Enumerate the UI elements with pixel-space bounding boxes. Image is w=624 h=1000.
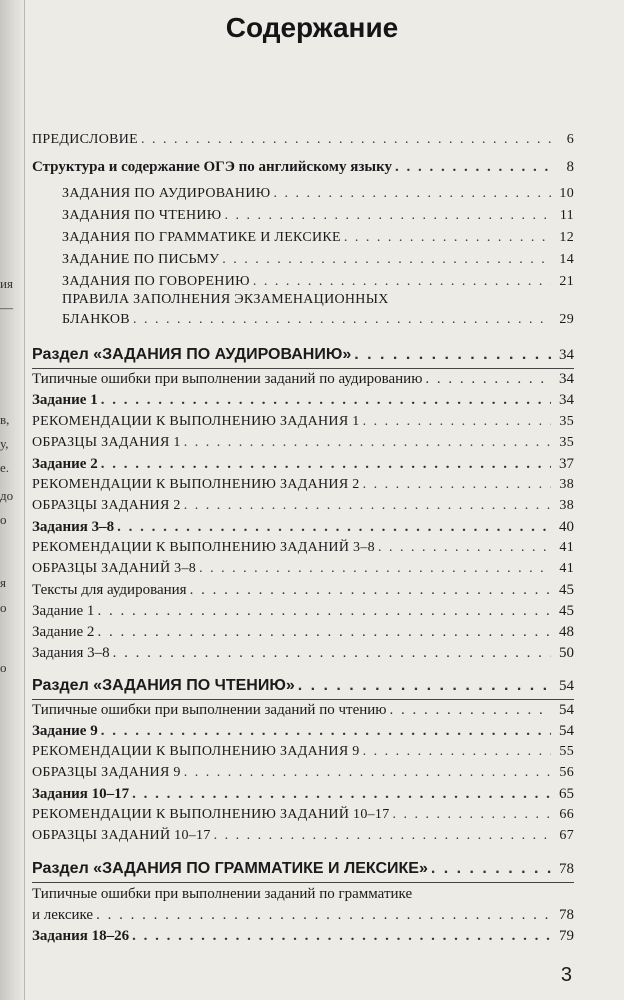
- toc-entry-page: 78: [559, 861, 574, 877]
- toc-entry-page: 67: [559, 828, 574, 843]
- toc-entry-label: Задание 2: [32, 456, 98, 472]
- toc-entry-page: 6: [566, 132, 574, 147]
- toc-entry-label: РЕКОМЕНДАЦИИ К ВЫПОЛНЕНИЮ ЗАДАНИЙ 3–8: [32, 540, 375, 555]
- toc-section-heading[interactable]: [32, 346, 574, 364]
- toc-entry[interactable]: [32, 414, 574, 430]
- dot-leader: [354, 346, 551, 364]
- toc-entry[interactable]: [62, 208, 574, 224]
- toc-entry-label: ЗАДАНИЯ ПО ГРАММАТИКЕ И ЛЕКСИКЕ: [62, 230, 341, 245]
- toc-entry-page: 29: [559, 312, 574, 327]
- toc-entry-page: 14: [559, 252, 574, 267]
- toc-entry-label: Задание 9: [32, 723, 98, 739]
- toc-entry-label-line1: Типичные ошибки при выполнении заданий по грамматике: [32, 886, 413, 902]
- toc-entry-page: 41: [559, 540, 574, 555]
- toc-entry-label: Задания 18–26: [32, 928, 130, 944]
- toc-entry-page: 50: [559, 645, 574, 661]
- toc-entry-page: 78: [559, 907, 574, 923]
- toc-entry[interactable]: [32, 561, 574, 577]
- toc-entry-page: 54: [559, 723, 574, 739]
- toc-entry[interactable]: [32, 456, 574, 473]
- toc-entry[interactable]: [32, 744, 574, 760]
- toc-entry-page: 34: [559, 392, 574, 408]
- toc-entry[interactable]: [32, 159, 574, 176]
- toc-entry-page: 48: [559, 624, 574, 640]
- toc-entry-page: 41: [559, 561, 574, 576]
- toc-entry-label: РЕКОМЕНДАЦИИ К ВЫПОЛНЕНИЮ ЗАДАНИЯ 1: [32, 414, 360, 429]
- dot-leader: [141, 132, 551, 148]
- section-divider: [32, 882, 574, 883]
- dot-leader: [395, 159, 551, 176]
- toc-entry[interactable]: [32, 498, 574, 514]
- toc-entry[interactable]: [32, 907, 574, 924]
- edge-fragment: о: [0, 660, 7, 675]
- toc-entry-label: ЗАДАНИЯ ПО ЧТЕНИЮ: [62, 208, 222, 223]
- dot-leader: [117, 519, 551, 536]
- dot-leader: [133, 312, 551, 328]
- dot-leader: [431, 860, 551, 878]
- toc-entry-page: 66: [559, 807, 574, 822]
- toc-entry-page: 34: [559, 371, 574, 387]
- edge-fragment: е.: [0, 460, 10, 475]
- toc-entry-page: 35: [559, 414, 574, 429]
- toc-entry-label: Типичные ошибки при выполнении заданий по чтению: [32, 702, 387, 718]
- toc-entry-page: 40: [559, 519, 574, 535]
- toc-entry-page: 38: [559, 498, 574, 513]
- toc-section-heading[interactable]: [32, 860, 574, 878]
- toc-entry[interactable]: [32, 624, 574, 641]
- toc-entry-label: ЗАДАНИЯ ПО АУДИРОВАНИЮ: [62, 186, 271, 201]
- toc-entry-page: 38: [559, 477, 574, 492]
- edge-fragment: у,: [0, 436, 9, 451]
- toc-entry[interactable]: [62, 252, 574, 268]
- dot-leader: [184, 498, 551, 514]
- edge-fragment: —: [0, 300, 13, 315]
- dot-leader: [132, 928, 551, 945]
- toc-entry-label: и лексике: [32, 907, 94, 923]
- toc-entry[interactable]: [32, 807, 574, 823]
- section-divider: [32, 699, 574, 700]
- dot-leader: [101, 723, 551, 740]
- page-title: Содержание: [225, 12, 399, 43]
- edge-fragment: я: [0, 575, 6, 590]
- toc-entry-page: 21: [559, 274, 574, 289]
- toc-entry-label: Раздел «ЗАДАНИЯ ПО АУДИРОВАНИЮ»: [32, 346, 352, 363]
- toc-entry-page: 54: [559, 702, 574, 718]
- toc-entry-page: 55: [559, 744, 574, 759]
- dot-leader: [273, 186, 551, 202]
- toc-entry[interactable]: [32, 435, 574, 451]
- dot-leader: [344, 230, 551, 246]
- toc-entry-label: ОБРАЗЦЫ ЗАДАНИЙ 3–8: [32, 561, 197, 576]
- dot-leader: [184, 765, 551, 781]
- dot-leader: [378, 540, 551, 556]
- toc-entry-page: 10: [559, 186, 574, 201]
- dot-leader: [97, 603, 551, 620]
- toc-entry[interactable]: [62, 274, 574, 290]
- toc-entry-page: 34: [559, 347, 574, 363]
- dot-leader: [184, 435, 551, 451]
- dot-leader: [101, 456, 551, 473]
- toc-entry-label: Типичные ошибки при выполнении заданий по аудированию: [32, 371, 423, 387]
- toc-entry-page: 45: [559, 603, 574, 619]
- toc-entry-label-line1: ПРАВИЛА ЗАПОЛНЕНИЯ ЭКЗАМЕНАЦИОННЫХ: [62, 292, 389, 307]
- toc-entry-page: 45: [559, 582, 574, 598]
- dot-leader: [96, 907, 551, 924]
- dot-leader: [224, 208, 551, 224]
- dot-leader: [222, 252, 551, 268]
- toc-entry-label: Раздел «ЗАДАНИЯ ПО ЧТЕНИЮ»: [32, 677, 295, 694]
- edge-fragment: в,: [0, 412, 10, 427]
- toc-entry-label: ЗАДАНИЯ ПО ГОВОРЕНИЮ: [62, 274, 250, 289]
- toc-entry[interactable]: [32, 519, 574, 536]
- toc-entry-page: 65: [559, 786, 574, 802]
- toc-entry-label: БЛАНКОВ: [62, 312, 130, 327]
- edge-fragment: ия: [0, 276, 13, 291]
- toc-entry[interactable]: [32, 765, 574, 781]
- edge-fragment: о: [0, 600, 7, 615]
- toc-section-heading[interactable]: [32, 677, 574, 695]
- toc-entry-label: ОБРАЗЦЫ ЗАДАНИЯ 2: [32, 498, 181, 513]
- dot-leader: [425, 371, 551, 388]
- toc-entry-page: 79: [559, 928, 574, 944]
- toc-entry-label: РЕКОМЕНДАЦИИ К ВЫПОЛНЕНИЮ ЗАДАНИЯ 9: [32, 744, 360, 759]
- toc-entry[interactable]: [32, 645, 574, 662]
- toc-entry[interactable]: [62, 186, 574, 202]
- dot-leader: [393, 807, 551, 823]
- toc-entry-label: Тексты для аудирования: [32, 582, 187, 598]
- toc-entry[interactable]: [32, 132, 574, 148]
- toc-entry-label: Задание 1: [32, 603, 95, 619]
- toc-entry[interactable]: [32, 540, 574, 556]
- edge-fragment: о: [0, 512, 7, 527]
- toc-entry-label: ОБРАЗЦЫ ЗАДАНИЯ 9: [32, 765, 181, 780]
- dot-leader: [190, 582, 551, 599]
- toc-entry-label: Задание 2: [32, 624, 95, 640]
- toc-entry-page: 8: [566, 159, 574, 175]
- toc-entry[interactable]: [32, 828, 574, 844]
- toc-entry-page: 37: [559, 456, 574, 472]
- dot-leader: [363, 414, 551, 430]
- toc-entry[interactable]: [32, 723, 574, 740]
- dot-leader: [298, 677, 551, 695]
- toc-entry[interactable]: [32, 477, 574, 493]
- dot-leader: [199, 561, 551, 577]
- toc-entry-label: Структура и содержание ОГЭ по английскому языку: [32, 159, 392, 175]
- toc-entry[interactable]: [62, 230, 574, 246]
- toc-entry[interactable]: [32, 786, 574, 803]
- toc-entry-page: 11: [559, 208, 574, 223]
- toc-entry[interactable]: [32, 603, 574, 620]
- toc-entry[interactable]: [32, 928, 574, 945]
- dot-leader: [214, 828, 551, 844]
- dot-leader: [363, 744, 551, 760]
- toc-entry-label: ЗАДАНИЕ ПО ПИСЬМУ: [62, 252, 220, 267]
- toc-entry-label: Задания 3–8: [32, 519, 115, 535]
- dot-leader: [363, 477, 551, 493]
- dot-leader: [132, 786, 551, 803]
- toc-entry-label: Задания 10–17: [32, 786, 130, 802]
- dot-leader: [97, 624, 551, 641]
- toc-entry-page: 54: [559, 678, 574, 694]
- toc-entry-label: ПРЕДИСЛОВИЕ: [32, 132, 139, 147]
- toc-entry-label: Раздел «ЗАДАНИЯ ПО ГРАММАТИКЕ И ЛЕКСИКЕ»: [32, 860, 428, 877]
- toc-entry-label: Задания 3–8: [32, 645, 110, 661]
- toc-entry-label: РЕКОМЕНДАЦИИ К ВЫПОЛНЕНИЮ ЗАДАНИЯ 2: [32, 477, 360, 492]
- toc-entry-label: РЕКОМЕНДАЦИИ К ВЫПОЛНЕНИЮ ЗАДАНИЙ 10–17: [32, 807, 390, 822]
- edge-fragment: до: [0, 488, 14, 503]
- toc-entry[interactable]: [32, 582, 574, 599]
- toc-entry-page: 12: [559, 230, 574, 245]
- dot-leader: [390, 702, 552, 719]
- toc-entry[interactable]: [32, 392, 574, 409]
- toc-entry[interactable]: [62, 312, 574, 328]
- toc-entry-label: Задание 1: [32, 392, 98, 408]
- dot-leader: [101, 392, 551, 409]
- dot-leader: [253, 274, 551, 290]
- page-number: 3: [560, 964, 572, 986]
- toc-entry[interactable]: [32, 702, 574, 719]
- toc-entry-label: ОБРАЗЦЫ ЗАДАНИЯ 1: [32, 435, 181, 450]
- section-divider: [32, 368, 574, 369]
- toc-entry-page: 35: [559, 435, 574, 450]
- toc-entry-label: ОБРАЗЦЫ ЗАДАНИЙ 10–17: [32, 828, 211, 843]
- toc-entry[interactable]: [32, 371, 574, 388]
- dot-leader: [113, 645, 551, 662]
- toc-entry-page: 56: [559, 765, 574, 780]
